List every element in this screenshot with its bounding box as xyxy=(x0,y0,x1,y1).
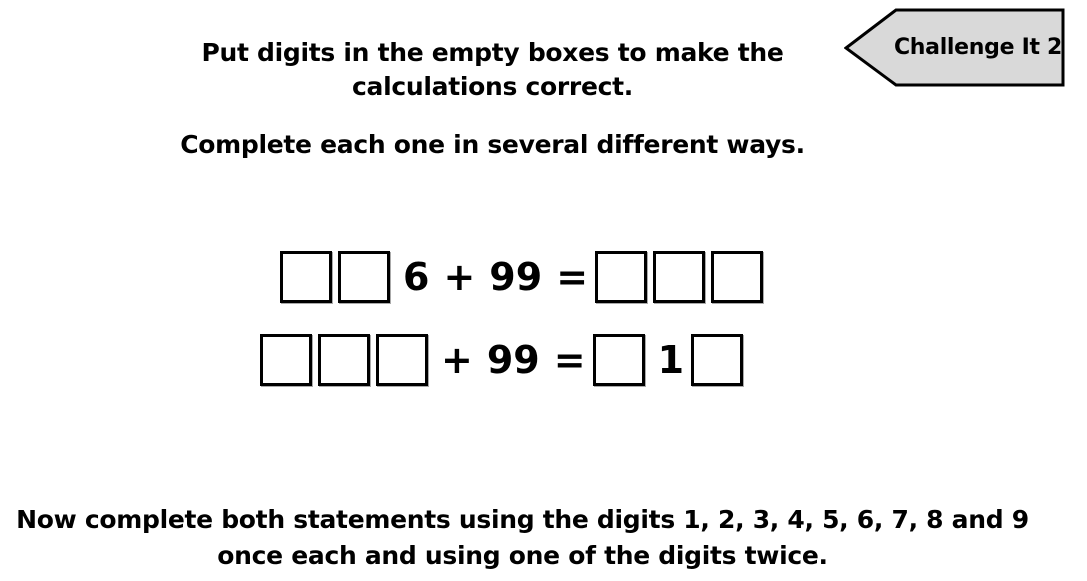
empty-digit-box[interactable] xyxy=(376,334,428,386)
equation-literal: + xyxy=(443,254,476,299)
empty-digit-box[interactable] xyxy=(338,251,390,303)
equation-literal: 1 xyxy=(657,337,685,382)
challenge-banner xyxy=(844,7,1066,88)
empty-digit-box[interactable] xyxy=(691,334,743,386)
empty-digit-box[interactable] xyxy=(595,251,647,303)
instruction-line-2: calculations correct. xyxy=(352,72,633,101)
empty-digit-box[interactable] xyxy=(653,251,705,303)
challenge-banner-label: Challenge It 2 xyxy=(893,35,1063,60)
equation-literal: + xyxy=(441,337,473,382)
equation-literal: 99 xyxy=(489,254,543,299)
footer-line-1: Now complete both statements using the digits 1, 2, 3, 4, 5, 6, 7, 8 and 9 xyxy=(16,505,1029,534)
equation-literal: = xyxy=(553,337,586,382)
footer-line-2: once each and using one of the digits twice. xyxy=(217,541,828,570)
empty-digit-box[interactable] xyxy=(280,251,332,303)
empty-digit-box[interactable] xyxy=(711,251,763,303)
equation-row-2 xyxy=(260,333,749,386)
equation-literal: 6 xyxy=(403,254,430,299)
empty-digit-box[interactable] xyxy=(593,334,645,386)
empty-digit-box[interactable] xyxy=(318,334,370,386)
instructions-block xyxy=(0,36,985,162)
instruction-line-3: Complete each one in several different ways. xyxy=(180,130,805,159)
equation-literal: 99 xyxy=(486,337,540,382)
equation-literal: = xyxy=(556,254,589,299)
instruction-line-1: Put digits in the empty boxes to make the xyxy=(201,38,784,67)
footer-instructions xyxy=(0,502,1045,574)
equation-row-1 xyxy=(280,250,769,303)
empty-digit-box[interactable] xyxy=(260,334,312,386)
